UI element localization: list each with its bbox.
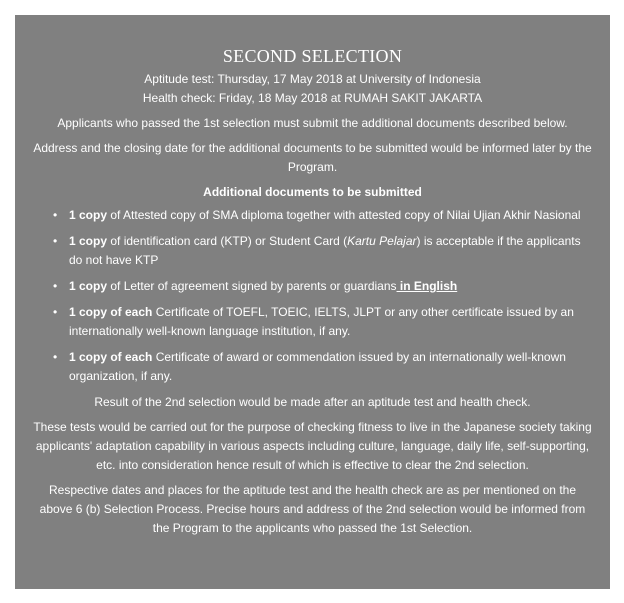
list-item xyxy=(53,303,592,341)
document-description: Certificate of award or commendation issued by an internationally well-known organization, if any. xyxy=(69,350,566,383)
copy-count: 1 copy of each xyxy=(69,305,153,319)
bullet-icon: • xyxy=(53,208,58,222)
dates-note: Respective dates and places for the aptitude test and the health check are as per mentioned on the above 6 (b) Selection Process. Precise hours and address of the 2nd selection would be informed from the Program to the applicants who passed the 1st Selection. xyxy=(39,483,586,535)
copy-count: 1 copy of each xyxy=(69,350,153,364)
list-item xyxy=(53,277,592,296)
copy-count: 1 copy xyxy=(69,279,108,293)
health-check-schedule: Health check: Friday, 18 May 2018 at RUMAH SAKIT JAKARTA xyxy=(142,91,483,105)
intro-paragraph-submit: Applicants who passed the 1st selection must submit the additional documents described below. xyxy=(57,116,568,130)
document-description-tail: ) is acceptable if the applicants do not have KTP xyxy=(69,234,581,267)
bullet-icon: • xyxy=(53,279,58,293)
bullet-icon: • xyxy=(53,350,58,364)
result-note: Result of the 2nd selection would be made after an aptitude test and health check. xyxy=(94,395,531,409)
documents-heading: Additional documents to be submitted xyxy=(203,185,422,199)
purpose-note: These tests would be carried out for the purpose of checking fitness to live in the Japanese society taking applicants' adaptation capability in various aspects including culture, language, daily life, self-supporting, etc. into consideration hence result of which is effective to clear the 2nd selection. xyxy=(33,420,592,472)
copy-count: 1 copy xyxy=(69,234,108,248)
in-english-underlined: in English xyxy=(396,279,458,293)
section-title: SECOND SELECTION xyxy=(222,46,403,66)
list-item xyxy=(53,206,592,225)
bullet-icon: • xyxy=(53,305,58,319)
document-description: of Letter of agreement signed by parents or guardians xyxy=(107,279,397,293)
aptitude-test-schedule: Aptitude test: Thursday, 17 May 2018 at University of Indonesia xyxy=(144,72,481,86)
second-selection-panel xyxy=(15,15,610,589)
list-item xyxy=(53,232,592,270)
list-item xyxy=(53,348,592,386)
documents-list xyxy=(33,206,592,386)
document-description: of Attested copy of SMA diploma together with attested copy of Nilai Ujian Akhir Nasional xyxy=(107,208,581,222)
document-description: Certificate of TOEFL, TOEIC, IELTS, JLPT or any other certificate issued by an internationally well-known language institution, if any. xyxy=(69,305,574,338)
intro-paragraph-address: Address and the closing date for the additional documents to be submitted would be informed later by the Program. xyxy=(33,141,592,174)
copy-count: 1 copy xyxy=(69,208,108,222)
bullet-icon: • xyxy=(53,234,58,248)
document-description: of identification card (KTP) or Student Card ( xyxy=(107,234,348,248)
document-description-italic: Kartu Pelajar xyxy=(347,234,417,248)
